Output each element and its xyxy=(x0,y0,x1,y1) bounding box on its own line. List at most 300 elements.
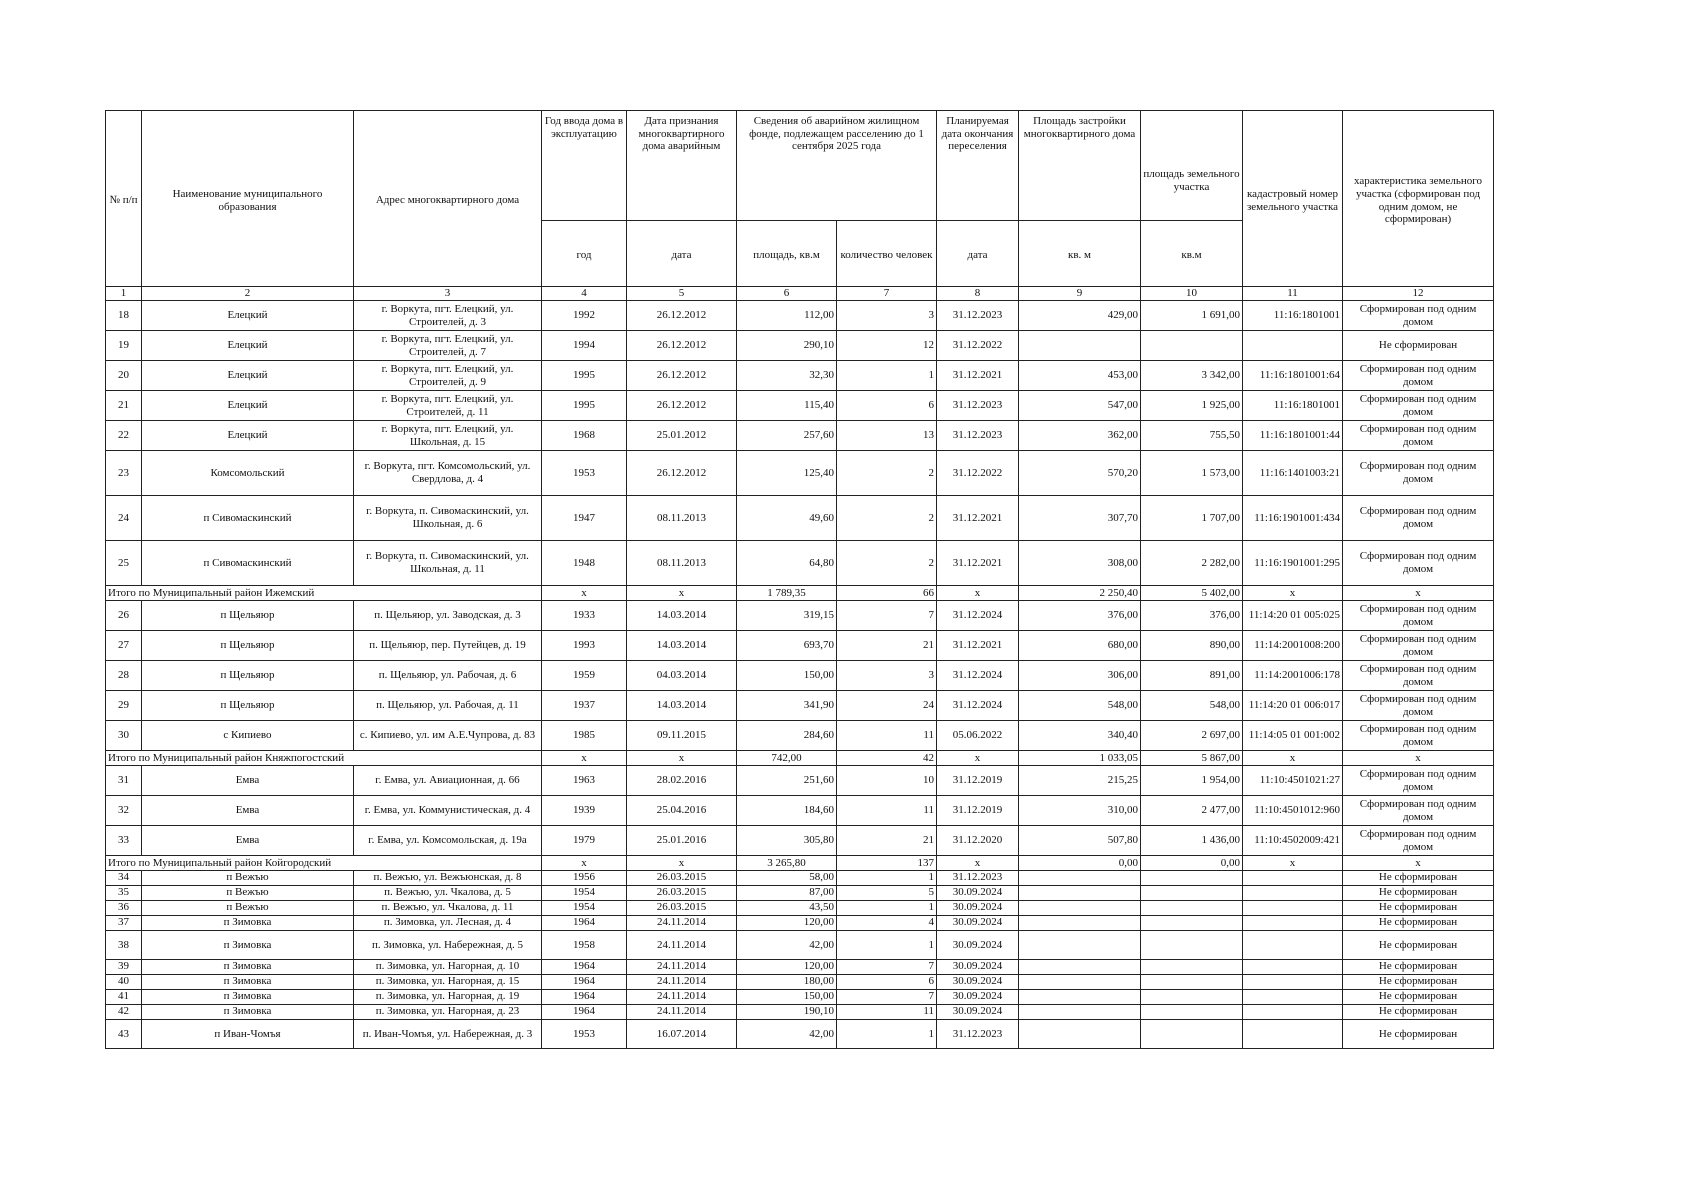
row-area: 42,00 xyxy=(737,1020,837,1049)
row-people: 11 xyxy=(837,796,937,826)
row-municipality: п Щельяюр xyxy=(142,691,354,721)
row-area: 305,80 xyxy=(737,826,837,856)
total-land-status: x xyxy=(1343,751,1494,766)
row-municipality: Елецкий xyxy=(142,391,354,421)
row-area: 43,50 xyxy=(737,901,837,916)
row-land-status: Сформирован под одним домом xyxy=(1343,451,1494,496)
total-plan: x xyxy=(937,586,1019,601)
row-area: 112,00 xyxy=(737,301,837,331)
row-people: 6 xyxy=(837,391,937,421)
row-land-status: Не сформирован xyxy=(1343,331,1494,361)
total-cadastral: x xyxy=(1243,856,1343,871)
row-build-area: 429,00 xyxy=(1019,301,1141,331)
row-land-area: 1 691,00 xyxy=(1141,301,1243,331)
row-build-area: 340,40 xyxy=(1019,721,1141,751)
row-land-area: 1 436,00 xyxy=(1141,826,1243,856)
subheader-people: количество человек xyxy=(837,221,937,287)
row-cadastral: 11:16:1801001 xyxy=(1243,301,1343,331)
row-land-status: Сформирован под одним домом xyxy=(1343,301,1494,331)
total-area: 1 789,35 xyxy=(737,586,837,601)
row-land-status: Сформирован под одним домом xyxy=(1343,661,1494,691)
row-land-area: 1 707,00 xyxy=(1141,496,1243,541)
housing-table xyxy=(105,110,1494,1049)
row-number: 19 xyxy=(106,331,142,361)
row-plan-date: 31.12.2024 xyxy=(937,691,1019,721)
row-cadastral: 11:10:4501021:27 xyxy=(1243,766,1343,796)
row-land-area: 755,50 xyxy=(1141,421,1243,451)
row-year: 1995 xyxy=(542,391,627,421)
subheader-land-area: кв.м xyxy=(1141,221,1243,287)
total-area: 3 265,80 xyxy=(737,856,837,871)
row-land-area: 1 573,00 xyxy=(1141,451,1243,496)
row-emergency-date: 24.11.2014 xyxy=(627,960,737,975)
row-number: 26 xyxy=(106,601,142,631)
row-people: 1 xyxy=(837,1020,937,1049)
row-emergency-date: 14.03.2014 xyxy=(627,691,737,721)
row-number: 40 xyxy=(106,975,142,990)
row-address: г. Емва, ул. Авиационная, д. 66 xyxy=(354,766,542,796)
header-emergency-info: Сведения об аварийном жилищном фонде, подлежащем расселению до 1 сентября 2025 года xyxy=(737,111,937,221)
total-row xyxy=(106,586,1494,601)
row-build-area: 310,00 xyxy=(1019,796,1141,826)
row-land-area: 2 697,00 xyxy=(1141,721,1243,751)
row-cadastral: 11:16:1901001:295 xyxy=(1243,541,1343,586)
row-cadastral xyxy=(1243,1005,1343,1020)
row-number: 41 xyxy=(106,990,142,1005)
column-number: 6 xyxy=(737,287,837,301)
row-area: 115,40 xyxy=(737,391,837,421)
row-area: 290,10 xyxy=(737,331,837,361)
row-number: 25 xyxy=(106,541,142,586)
row-year: 1963 xyxy=(542,766,627,796)
row-address: п. Зимовка, ул. Набережная, д. 5 xyxy=(354,931,542,960)
row-area: 341,90 xyxy=(737,691,837,721)
column-number: 2 xyxy=(142,287,354,301)
row-number: 33 xyxy=(106,826,142,856)
row-year: 1959 xyxy=(542,661,627,691)
row-land-area xyxy=(1141,990,1243,1005)
row-address: г. Воркута, п. Сивомаскинский, ул. Школьная, д. 11 xyxy=(354,541,542,586)
row-year: 1953 xyxy=(542,451,627,496)
total-year: x xyxy=(542,856,627,871)
row-municipality: Елецкий xyxy=(142,331,354,361)
column-number: 7 xyxy=(837,287,937,301)
row-land-status: Сформирован под одним домом xyxy=(1343,631,1494,661)
row-land-status: Сформирован под одним домом xyxy=(1343,721,1494,751)
row-plan-date: 31.12.2020 xyxy=(937,826,1019,856)
row-cadastral: 11:16:1901001:434 xyxy=(1243,496,1343,541)
total-date: x xyxy=(627,856,737,871)
row-address: п. Щельяюр, ул. Заводская, д. 3 xyxy=(354,601,542,631)
row-people: 3 xyxy=(837,661,937,691)
row-plan-date: 30.09.2024 xyxy=(937,886,1019,901)
row-municipality: Емва xyxy=(142,826,354,856)
row-emergency-date: 24.11.2014 xyxy=(627,931,737,960)
column-number: 4 xyxy=(542,287,627,301)
row-people: 1 xyxy=(837,361,937,391)
row-people: 7 xyxy=(837,960,937,975)
row-cadastral xyxy=(1243,901,1343,916)
row-number: 28 xyxy=(106,661,142,691)
row-people: 1 xyxy=(837,901,937,916)
row-number: 27 xyxy=(106,631,142,661)
row-address: п. Зимовка, ул. Нагорная, д. 19 xyxy=(354,990,542,1005)
subheader-area: площадь, кв.м xyxy=(737,221,837,287)
row-people: 7 xyxy=(837,990,937,1005)
row-people: 11 xyxy=(837,721,937,751)
row-number: 36 xyxy=(106,901,142,916)
row-cadastral: 11:14:20 01 006:017 xyxy=(1243,691,1343,721)
row-build-area xyxy=(1019,886,1141,901)
row-area: 319,15 xyxy=(737,601,837,631)
row-cadastral: 11:14:2001008:200 xyxy=(1243,631,1343,661)
row-area: 125,40 xyxy=(737,451,837,496)
row-address: п. Зимовка, ул. Нагорная, д. 10 xyxy=(354,960,542,975)
row-people: 4 xyxy=(837,916,937,931)
row-people: 11 xyxy=(837,1005,937,1020)
row-people: 2 xyxy=(837,541,937,586)
table-row xyxy=(106,796,1494,826)
row-address: п. Вежъю, ул. Чкалова, д. 5 xyxy=(354,886,542,901)
row-land-area xyxy=(1141,1020,1243,1049)
row-address: г. Воркута, п. Сивомаскинский, ул. Школьная, д. 6 xyxy=(354,496,542,541)
row-address: г. Воркута, пгт. Елецкий, ул. Школьная, д. 15 xyxy=(354,421,542,451)
column-number: 9 xyxy=(1019,287,1141,301)
table-row xyxy=(106,826,1494,856)
row-municipality: п Сивомаскинский xyxy=(142,541,354,586)
row-number: 34 xyxy=(106,871,142,886)
row-land-status: Сформирован под одним домом xyxy=(1343,691,1494,721)
row-year: 1964 xyxy=(542,990,627,1005)
total-people: 66 xyxy=(837,586,937,601)
row-number: 32 xyxy=(106,796,142,826)
row-plan-date: 30.09.2024 xyxy=(937,901,1019,916)
row-land-area xyxy=(1141,886,1243,901)
row-build-area xyxy=(1019,901,1141,916)
row-emergency-date: 26.12.2012 xyxy=(627,451,737,496)
row-address: г. Воркута, пгт. Елецкий, ул. Строителей, д. 9 xyxy=(354,361,542,391)
row-land-area xyxy=(1141,975,1243,990)
row-area: 693,70 xyxy=(737,631,837,661)
row-cadastral xyxy=(1243,975,1343,990)
row-land-status: Сформирован под одним домом xyxy=(1343,496,1494,541)
row-emergency-date: 24.11.2014 xyxy=(627,1005,737,1020)
row-emergency-date: 26.03.2015 xyxy=(627,901,737,916)
row-people: 21 xyxy=(837,826,937,856)
row-emergency-date: 24.11.2014 xyxy=(627,916,737,931)
row-people: 3 xyxy=(837,301,937,331)
total-people: 42 xyxy=(837,751,937,766)
row-land-status: Сформирован под одним домом xyxy=(1343,826,1494,856)
total-area: 742,00 xyxy=(737,751,837,766)
row-address: п. Вежъю, ул. Чкалова, д. 11 xyxy=(354,901,542,916)
total-land-area: 0,00 xyxy=(1141,856,1243,871)
header-cadastral: кадастровый номер земельного участка xyxy=(1243,111,1343,287)
row-cadastral: 11:16:1401003:21 xyxy=(1243,451,1343,496)
row-cadastral xyxy=(1243,990,1343,1005)
header-land-status: характеристика земельного участка (сформирован под одним домом, не сформирован) xyxy=(1343,111,1494,287)
row-people: 2 xyxy=(837,451,937,496)
total-build-area: 1 033,05 xyxy=(1019,751,1141,766)
row-plan-date: 31.12.2022 xyxy=(937,331,1019,361)
row-cadastral: 11:14:20 01 005:025 xyxy=(1243,601,1343,631)
row-year: 1948 xyxy=(542,541,627,586)
row-municipality: Емва xyxy=(142,796,354,826)
row-land-area: 548,00 xyxy=(1141,691,1243,721)
row-area: 150,00 xyxy=(737,661,837,691)
row-address: п. Иван-Чомъя, ул. Набережная, д. 3 xyxy=(354,1020,542,1049)
row-people: 1 xyxy=(837,871,937,886)
row-emergency-date: 25.01.2012 xyxy=(627,421,737,451)
row-municipality: п Щельяюр xyxy=(142,601,354,631)
table-row xyxy=(106,960,1494,975)
row-land-area xyxy=(1141,331,1243,361)
row-build-area: 507,80 xyxy=(1019,826,1141,856)
row-number: 43 xyxy=(106,1020,142,1049)
row-plan-date: 31.12.2023 xyxy=(937,421,1019,451)
row-emergency-date: 26.12.2012 xyxy=(627,391,737,421)
row-build-area: 548,00 xyxy=(1019,691,1141,721)
row-land-status: Сформирован под одним домом xyxy=(1343,796,1494,826)
row-municipality: п Зимовка xyxy=(142,916,354,931)
column-number: 1 xyxy=(106,287,142,301)
row-area: 180,00 xyxy=(737,975,837,990)
row-year: 1964 xyxy=(542,975,627,990)
row-year: 1954 xyxy=(542,901,627,916)
table-row xyxy=(106,766,1494,796)
row-plan-date: 31.12.2023 xyxy=(937,391,1019,421)
row-number: 20 xyxy=(106,361,142,391)
row-emergency-date: 14.03.2014 xyxy=(627,601,737,631)
row-number: 38 xyxy=(106,931,142,960)
total-land-status: x xyxy=(1343,856,1494,871)
row-plan-date: 05.06.2022 xyxy=(937,721,1019,751)
row-emergency-date: 14.03.2014 xyxy=(627,631,737,661)
row-municipality: Елецкий xyxy=(142,361,354,391)
row-people: 6 xyxy=(837,975,937,990)
row-area: 120,00 xyxy=(737,960,837,975)
row-cadastral: 11:14:2001006:178 xyxy=(1243,661,1343,691)
total-land-area: 5 402,00 xyxy=(1141,586,1243,601)
row-land-area xyxy=(1141,916,1243,931)
column-number: 10 xyxy=(1141,287,1243,301)
column-number: 12 xyxy=(1343,287,1494,301)
row-number: 29 xyxy=(106,691,142,721)
row-plan-date: 30.09.2024 xyxy=(937,990,1019,1005)
row-area: 284,60 xyxy=(737,721,837,751)
row-number: 39 xyxy=(106,960,142,975)
row-plan-date: 30.09.2024 xyxy=(937,1005,1019,1020)
row-land-status: Не сформирован xyxy=(1343,901,1494,916)
row-address: п. Зимовка, ул. Лесная, д. 4 xyxy=(354,916,542,931)
row-plan-date: 31.12.2023 xyxy=(937,301,1019,331)
column-number: 8 xyxy=(937,287,1019,301)
row-cadastral xyxy=(1243,1020,1343,1049)
row-cadastral xyxy=(1243,331,1343,361)
row-build-area: 376,00 xyxy=(1019,601,1141,631)
row-build-area xyxy=(1019,990,1141,1005)
row-emergency-date: 25.01.2016 xyxy=(627,826,737,856)
row-year: 1968 xyxy=(542,421,627,451)
row-build-area xyxy=(1019,871,1141,886)
row-cadastral: 11:14:05 01 001:002 xyxy=(1243,721,1343,751)
row-land-area: 3 342,00 xyxy=(1141,361,1243,391)
row-plan-date: 31.12.2022 xyxy=(937,451,1019,496)
row-land-status: Не сформирован xyxy=(1343,886,1494,901)
row-build-area: 362,00 xyxy=(1019,421,1141,451)
row-land-status: Сформирован под одним домом xyxy=(1343,361,1494,391)
table-row xyxy=(106,421,1494,451)
row-land-status: Не сформирован xyxy=(1343,916,1494,931)
row-address: с. Кипиево, ул. им А.Е.Чупрова, д. 83 xyxy=(354,721,542,751)
subheader-date: дата xyxy=(627,221,737,287)
row-address: г. Воркута, пгт. Елецкий, ул. Строителей, д. 7 xyxy=(354,331,542,361)
row-municipality: п Щельяюр xyxy=(142,661,354,691)
row-plan-date: 30.09.2024 xyxy=(937,916,1019,931)
row-people: 10 xyxy=(837,766,937,796)
total-plan: x xyxy=(937,856,1019,871)
row-land-area xyxy=(1141,931,1243,960)
table-row xyxy=(106,990,1494,1005)
row-emergency-date: 26.12.2012 xyxy=(627,361,737,391)
row-plan-date: 31.12.2019 xyxy=(937,766,1019,796)
row-plan-date: 31.12.2024 xyxy=(937,601,1019,631)
total-cadastral: x xyxy=(1243,751,1343,766)
row-municipality: п Щельяюр xyxy=(142,631,354,661)
total-plan: x xyxy=(937,751,1019,766)
total-label: Итого по Муниципальный район Койгородский xyxy=(106,856,542,871)
row-people: 2 xyxy=(837,496,937,541)
row-area: 251,60 xyxy=(737,766,837,796)
table-row xyxy=(106,331,1494,361)
row-address: г. Воркута, пгт. Елецкий, ул. Строителей, д. 11 xyxy=(354,391,542,421)
row-municipality: п Зимовка xyxy=(142,1005,354,1020)
row-land-area xyxy=(1141,901,1243,916)
row-cadastral: 11:16:1801001:64 xyxy=(1243,361,1343,391)
total-label: Итого по Муниципальный район Княжпогостский xyxy=(106,751,542,766)
row-land-status: Не сформирован xyxy=(1343,931,1494,960)
row-municipality: п Иван-Чомъя xyxy=(142,1020,354,1049)
row-year: 1964 xyxy=(542,916,627,931)
row-municipality: п Зимовка xyxy=(142,990,354,1005)
row-year: 1954 xyxy=(542,886,627,901)
row-area: 190,10 xyxy=(737,1005,837,1020)
row-people: 21 xyxy=(837,631,937,661)
row-build-area xyxy=(1019,331,1141,361)
column-number: 5 xyxy=(627,287,737,301)
row-number: 30 xyxy=(106,721,142,751)
row-land-area: 891,00 xyxy=(1141,661,1243,691)
row-year: 1979 xyxy=(542,826,627,856)
table-row xyxy=(106,451,1494,496)
row-number: 31 xyxy=(106,766,142,796)
total-cadastral: x xyxy=(1243,586,1343,601)
row-address: г. Воркута, пгт. Комсомольский, ул. Свердлова, д. 4 xyxy=(354,451,542,496)
row-build-area xyxy=(1019,1020,1141,1049)
row-emergency-date: 09.11.2015 xyxy=(627,721,737,751)
row-people: 24 xyxy=(837,691,937,721)
row-year: 1937 xyxy=(542,691,627,721)
row-people: 5 xyxy=(837,886,937,901)
row-cadastral xyxy=(1243,931,1343,960)
row-year: 1947 xyxy=(542,496,627,541)
row-year: 1964 xyxy=(542,1005,627,1020)
row-year: 1939 xyxy=(542,796,627,826)
row-municipality: п Зимовка xyxy=(142,960,354,975)
row-people: 13 xyxy=(837,421,937,451)
total-land-status: x xyxy=(1343,586,1494,601)
table-row xyxy=(106,361,1494,391)
row-cadastral: 11:16:1801001:44 xyxy=(1243,421,1343,451)
row-year: 1995 xyxy=(542,361,627,391)
row-area: 32,30 xyxy=(737,361,837,391)
row-area: 87,00 xyxy=(737,886,837,901)
row-municipality: Комсомольский xyxy=(142,451,354,496)
row-build-area xyxy=(1019,1005,1141,1020)
row-number: 22 xyxy=(106,421,142,451)
row-number: 21 xyxy=(106,391,142,421)
row-emergency-date: 26.03.2015 xyxy=(627,871,737,886)
row-plan-date: 31.12.2024 xyxy=(937,661,1019,691)
row-area: 64,80 xyxy=(737,541,837,586)
row-land-status: Сформирован под одним домом xyxy=(1343,391,1494,421)
row-emergency-date: 26.03.2015 xyxy=(627,886,737,901)
row-build-area: 215,25 xyxy=(1019,766,1141,796)
row-land-area xyxy=(1141,871,1243,886)
header-number: № п/п xyxy=(106,111,142,287)
column-number: 3 xyxy=(354,287,542,301)
row-year: 1956 xyxy=(542,871,627,886)
row-area: 120,00 xyxy=(737,916,837,931)
row-number: 24 xyxy=(106,496,142,541)
row-land-status: Сформирован под одним домом xyxy=(1343,601,1494,631)
column-number-row xyxy=(106,287,1494,301)
table-row xyxy=(106,1020,1494,1049)
row-land-status: Не сформирован xyxy=(1343,1005,1494,1020)
table-row xyxy=(106,721,1494,751)
row-cadastral xyxy=(1243,916,1343,931)
row-municipality: п Вежъю xyxy=(142,901,354,916)
subheader-build-area: кв. м xyxy=(1019,221,1141,287)
row-area: 184,60 xyxy=(737,796,837,826)
row-emergency-date: 04.03.2014 xyxy=(627,661,737,691)
row-build-area xyxy=(1019,931,1141,960)
table-row xyxy=(106,496,1494,541)
row-emergency-date: 24.11.2014 xyxy=(627,990,737,1005)
row-build-area: 308,00 xyxy=(1019,541,1141,586)
row-land-status: Сформирован под одним домом xyxy=(1343,766,1494,796)
row-plan-date: 31.12.2023 xyxy=(937,871,1019,886)
row-number: 18 xyxy=(106,301,142,331)
table-row xyxy=(106,631,1494,661)
row-build-area xyxy=(1019,960,1141,975)
row-municipality: п Зимовка xyxy=(142,975,354,990)
row-build-area: 570,20 xyxy=(1019,451,1141,496)
row-cadastral: 11:16:1801001 xyxy=(1243,391,1343,421)
row-people: 12 xyxy=(837,331,937,361)
table-row xyxy=(106,541,1494,586)
row-year: 1953 xyxy=(542,1020,627,1049)
row-municipality: п Сивомаскинский xyxy=(142,496,354,541)
total-land-area: 5 867,00 xyxy=(1141,751,1243,766)
total-year: x xyxy=(542,751,627,766)
row-address: п. Вежъю, ул. Вежъюнская, д. 8 xyxy=(354,871,542,886)
row-municipality: Елецкий xyxy=(142,301,354,331)
row-land-area: 1 954,00 xyxy=(1141,766,1243,796)
row-address: п. Щельяюр, ул. Рабочая, д. 11 xyxy=(354,691,542,721)
table-row xyxy=(106,931,1494,960)
row-emergency-date: 26.12.2012 xyxy=(627,301,737,331)
